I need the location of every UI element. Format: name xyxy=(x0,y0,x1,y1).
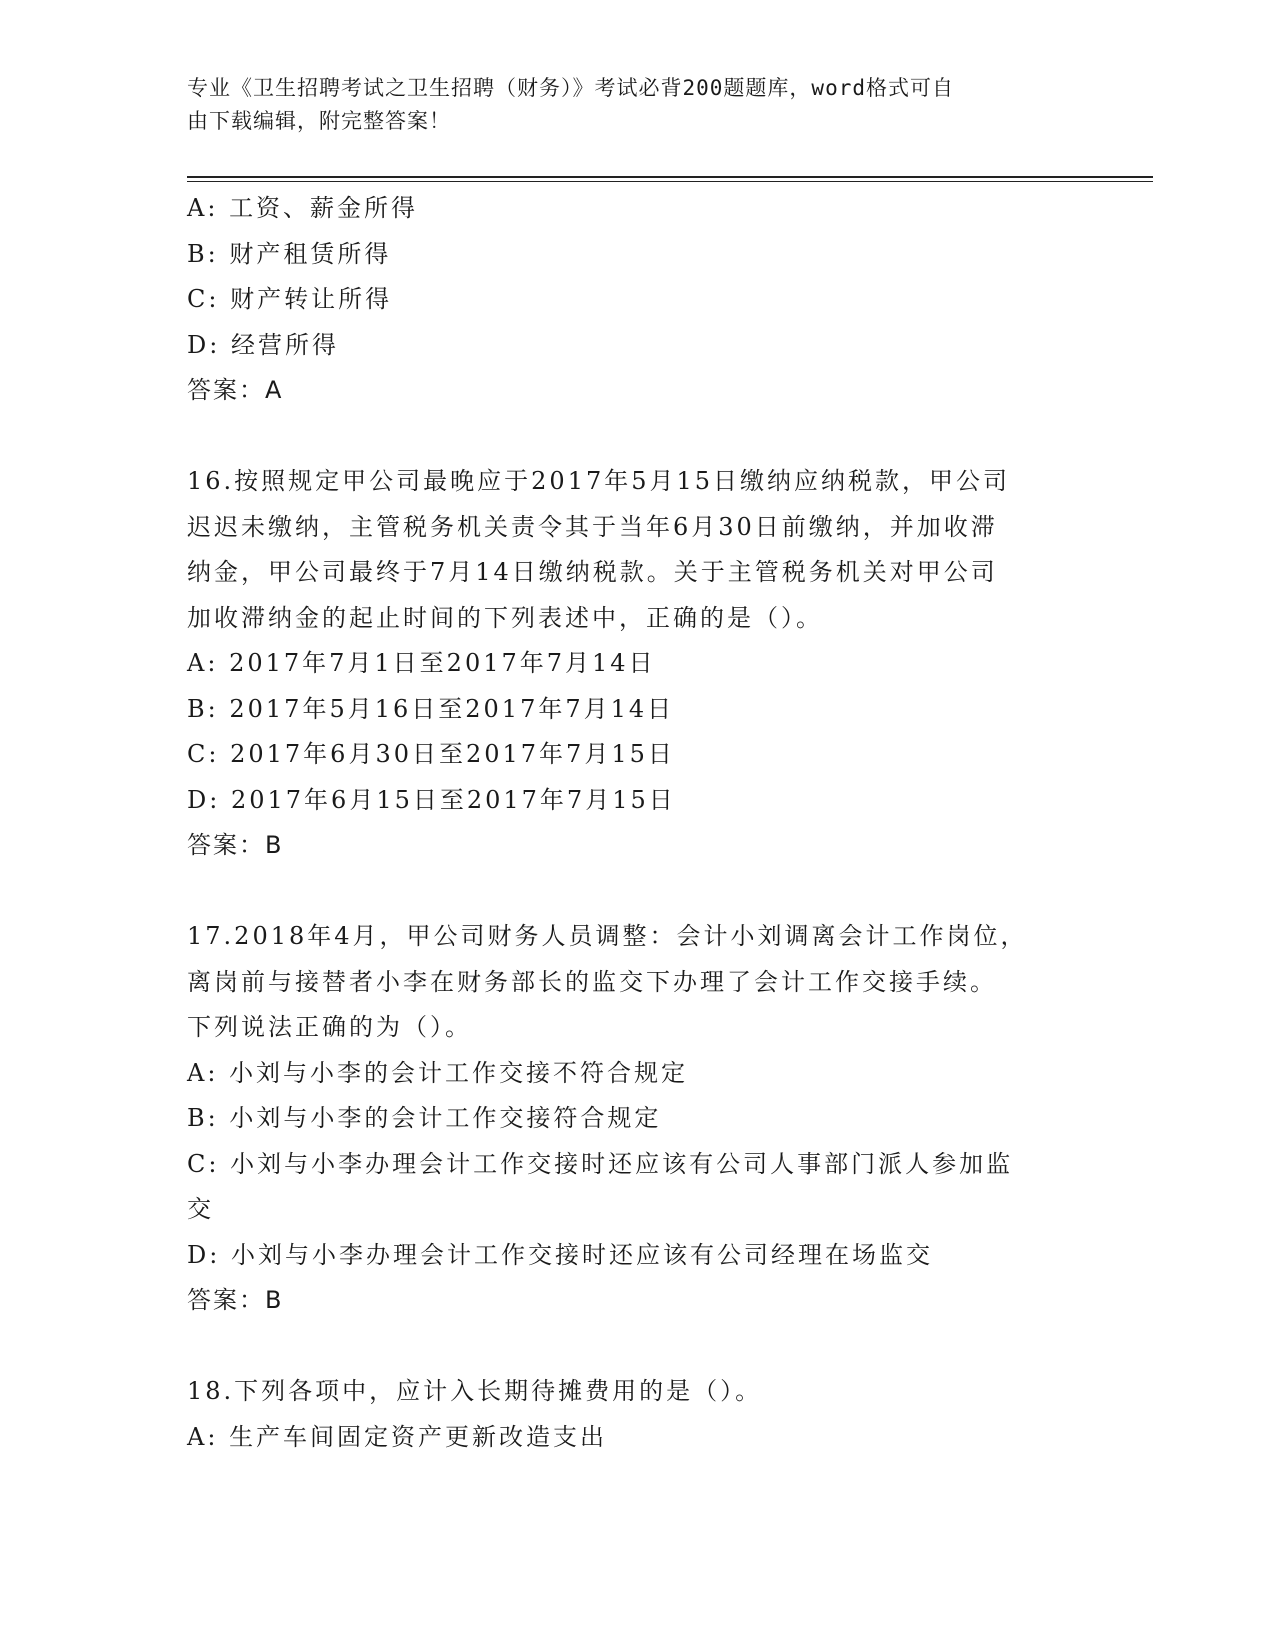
question-text-line: 下列说法正确的为（）。 xyxy=(187,1013,472,1041)
option-d xyxy=(187,1233,1087,1279)
question-text-line: 17.2018年4月，甲公司财务人员调整：会计小刘调离会计工作岗位， xyxy=(187,922,1028,950)
question-17 xyxy=(187,914,1087,1324)
question-text-line: 加收滞纳金的起止时间的下列表述中，正确的是（）。 xyxy=(187,603,823,632)
document-header xyxy=(187,72,1067,138)
spacer xyxy=(187,869,1087,915)
question-text-line: 迟迟未缴纳，主管税务机关责令其于当年6月30日前缴纳，并加收滞 xyxy=(187,512,998,541)
question-18 xyxy=(187,1369,1087,1460)
question-text-line: 纳金，甲公司最终于7月14日缴纳税款。关于主管税务机关对甲公司 xyxy=(187,558,998,586)
option-b xyxy=(187,687,1087,733)
spacer xyxy=(187,414,1087,460)
answer: 答案：B xyxy=(187,1286,284,1314)
question-16 xyxy=(187,459,1087,869)
header-rule-thick xyxy=(187,176,1153,178)
option-text: 工资、薪金所得 xyxy=(229,194,419,222)
header-rule-thin xyxy=(187,181,1153,182)
option-b xyxy=(187,1096,1087,1142)
option-text: 2017年7月1日至2017年7月14日 xyxy=(229,649,656,677)
option-d xyxy=(187,323,1087,369)
prev-question xyxy=(187,186,1087,414)
option-label: D: xyxy=(187,785,221,814)
option-text: 2017年6月30日至2017年7月15日 xyxy=(230,740,675,768)
option-text: 财产租赁所得 xyxy=(229,239,392,268)
header-line-2: 由下载编辑，附完整答案！ xyxy=(187,109,451,133)
option-text: 财产转让所得 xyxy=(230,285,393,313)
option-c xyxy=(187,277,1087,323)
option-label: B: xyxy=(187,1104,219,1132)
option-label: B: xyxy=(187,694,219,723)
option-text: 小刘与小李的会计工作交接符合规定 xyxy=(229,1104,662,1132)
option-c-continuation: 交 xyxy=(187,1195,214,1223)
option-label: D: xyxy=(187,330,221,359)
option-a xyxy=(187,186,1087,232)
option-label: D: xyxy=(187,1240,221,1269)
question-text-line: 16.按照规定甲公司最晚应于2017年5月15日缴纳应纳税款，甲公司 xyxy=(187,467,1011,495)
answer: 答案：B xyxy=(187,831,284,859)
option-text: 2017年5月16日至2017年7月14日 xyxy=(229,694,675,723)
question-text-line: 18.下列各项中，应计入长期待摊费用的是（）。 xyxy=(187,1377,763,1405)
spacer xyxy=(187,1324,1087,1370)
option-label: A: xyxy=(187,1422,219,1451)
question-text-line: 离岗前与接替者小李在财务部长的监交下办理了会计工作交接手续。 xyxy=(187,967,997,996)
option-text: 小刘与小李办理会计工作交接时还应该有公司人事部门派人参加监 xyxy=(230,1149,1014,1178)
option-a xyxy=(187,641,1087,687)
option-text: 生产车间固定资产更新改造支出 xyxy=(229,1422,608,1451)
option-label: A: xyxy=(187,194,219,222)
option-b xyxy=(187,232,1087,278)
option-label: C: xyxy=(187,285,220,313)
option-text: 经营所得 xyxy=(230,330,339,359)
option-text: 小刘与小李的会计工作交接不符合规定 xyxy=(229,1058,689,1087)
option-a xyxy=(187,1051,1087,1097)
option-a xyxy=(187,1415,1087,1461)
option-d xyxy=(187,778,1087,824)
question-content xyxy=(187,186,1087,1460)
option-label: C: xyxy=(187,1149,220,1178)
answer: 答案：A xyxy=(187,376,284,404)
header-line-1: 专业《卫生招聘考试之卫生招聘（财务）》考试必背200题题库，word格式可自 xyxy=(187,76,954,100)
option-text: 小刘与小李办理会计工作交接时还应该有公司经理在场监交 xyxy=(230,1240,933,1269)
option-label: A: xyxy=(187,1058,219,1087)
option-label: B: xyxy=(187,239,219,268)
option-text: 2017年6月15日至2017年7月15日 xyxy=(230,785,676,814)
option-c xyxy=(187,1142,1087,1188)
option-label: A: xyxy=(187,649,219,677)
option-c xyxy=(187,732,1087,778)
option-label: C: xyxy=(187,740,220,768)
